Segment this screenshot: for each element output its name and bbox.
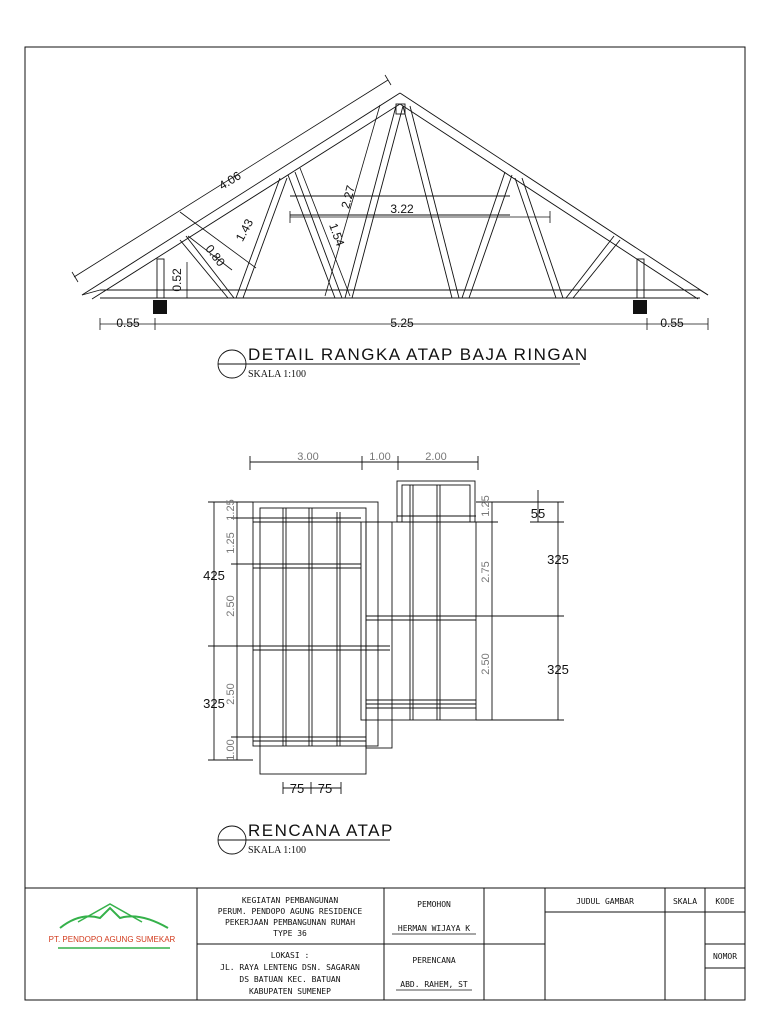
dim-span: 5.25 xyxy=(390,316,414,330)
plan-dim-top-3: 2.00 xyxy=(425,451,447,463)
drawing-title-label: JUDUL GAMBAR xyxy=(576,897,634,906)
truss-scale: SKALA 1:100 xyxy=(248,369,307,380)
roof-plan-drawing xyxy=(208,456,564,794)
plan-dim-bottom-1: 75 xyxy=(289,781,305,796)
location-line-1: LOKASI : xyxy=(270,951,310,960)
support-left xyxy=(153,300,167,314)
plan-dim-left-outer-2: 325 xyxy=(203,696,225,711)
code-label: KODE xyxy=(715,897,735,906)
scale-label: SKALA xyxy=(672,897,698,906)
dim-span-inner: 3.22 xyxy=(390,202,414,216)
plan-dim-left-inner-5: 1.00 xyxy=(225,739,237,761)
support-right xyxy=(633,300,647,314)
dim-overhang-right: 0.55 xyxy=(660,316,684,330)
project-line-1: KEGIATAN PEMBANGUNAN xyxy=(241,896,339,905)
plan-dim-right-outer-1: 55 xyxy=(530,506,546,521)
plan-dim-right-inner-3: 2.50 xyxy=(480,653,492,675)
plan-title: RENCANA ATAP xyxy=(248,821,394,840)
plan-dim-left-inner-2: 1.25 xyxy=(225,532,237,554)
plan-dim-bottom-2: 75 xyxy=(317,781,333,796)
dim-post: 0.52 xyxy=(170,268,184,292)
planner-name: ABD. RAHEM, ST xyxy=(400,980,468,989)
title-block xyxy=(25,888,745,1000)
dim-web-a: 1.43 xyxy=(232,216,257,244)
truss-drawing xyxy=(82,93,708,299)
dim-overhang-left: 0.55 xyxy=(116,316,140,330)
company-name: PT. PENDOPO AGUNG SUMEKAR xyxy=(48,935,176,944)
planner-label: PERENCANA xyxy=(412,956,456,965)
applicant-label: PEMOHON xyxy=(417,900,451,909)
location-line-2: JL. RAYA LENTENG DSN. SAGARAN xyxy=(220,963,360,972)
truss-title: DETAIL RANGKA ATAP BAJA RINGAN xyxy=(248,345,589,364)
sheet-border xyxy=(25,47,745,1000)
plan-dim-top-2: 1.00 xyxy=(369,451,391,463)
dim-web-b: 1.54 xyxy=(326,221,348,249)
project-line-2: PERUM. PENDOPO AGUNG RESIDENCE xyxy=(217,907,363,916)
plan-dim-right-outer-3: 325 xyxy=(547,662,569,677)
project-line-4: TYPE 36 xyxy=(273,929,307,938)
number-label: NOMOR xyxy=(712,952,738,961)
dim-upper-web: 2.27 xyxy=(338,183,358,211)
plan-dim-right-inner-2: 2.75 xyxy=(480,561,492,583)
plan-dim-left-inner-3: 2.50 xyxy=(225,595,237,617)
dim-short-web: 0.80 xyxy=(202,242,228,270)
plan-dim-right-outer-2: 325 xyxy=(547,552,569,567)
location-line-3: DS BATUAN KEC. BATUAN xyxy=(239,975,341,984)
plan-dim-right-inner-1: 1.25 xyxy=(480,495,492,517)
plan-dim-left-inner-4: 2.50 xyxy=(225,683,237,705)
project-line-3: PEKERJAAN PEMBANGUNAN RUMAH xyxy=(224,918,356,927)
plan-dim-left-outer-1: 425 xyxy=(203,568,225,583)
applicant-name: HERMAN WIJAYA K xyxy=(397,924,471,933)
dim-rafter: 4.06 xyxy=(216,168,244,193)
plan-dim-left-inner-1: 1.25 xyxy=(225,499,237,521)
location-line-4: KABUPATEN SUMENEP xyxy=(249,987,331,996)
plan-scale: SKALA 1:100 xyxy=(248,845,307,856)
plan-dim-top-1: 3.00 xyxy=(297,451,319,463)
